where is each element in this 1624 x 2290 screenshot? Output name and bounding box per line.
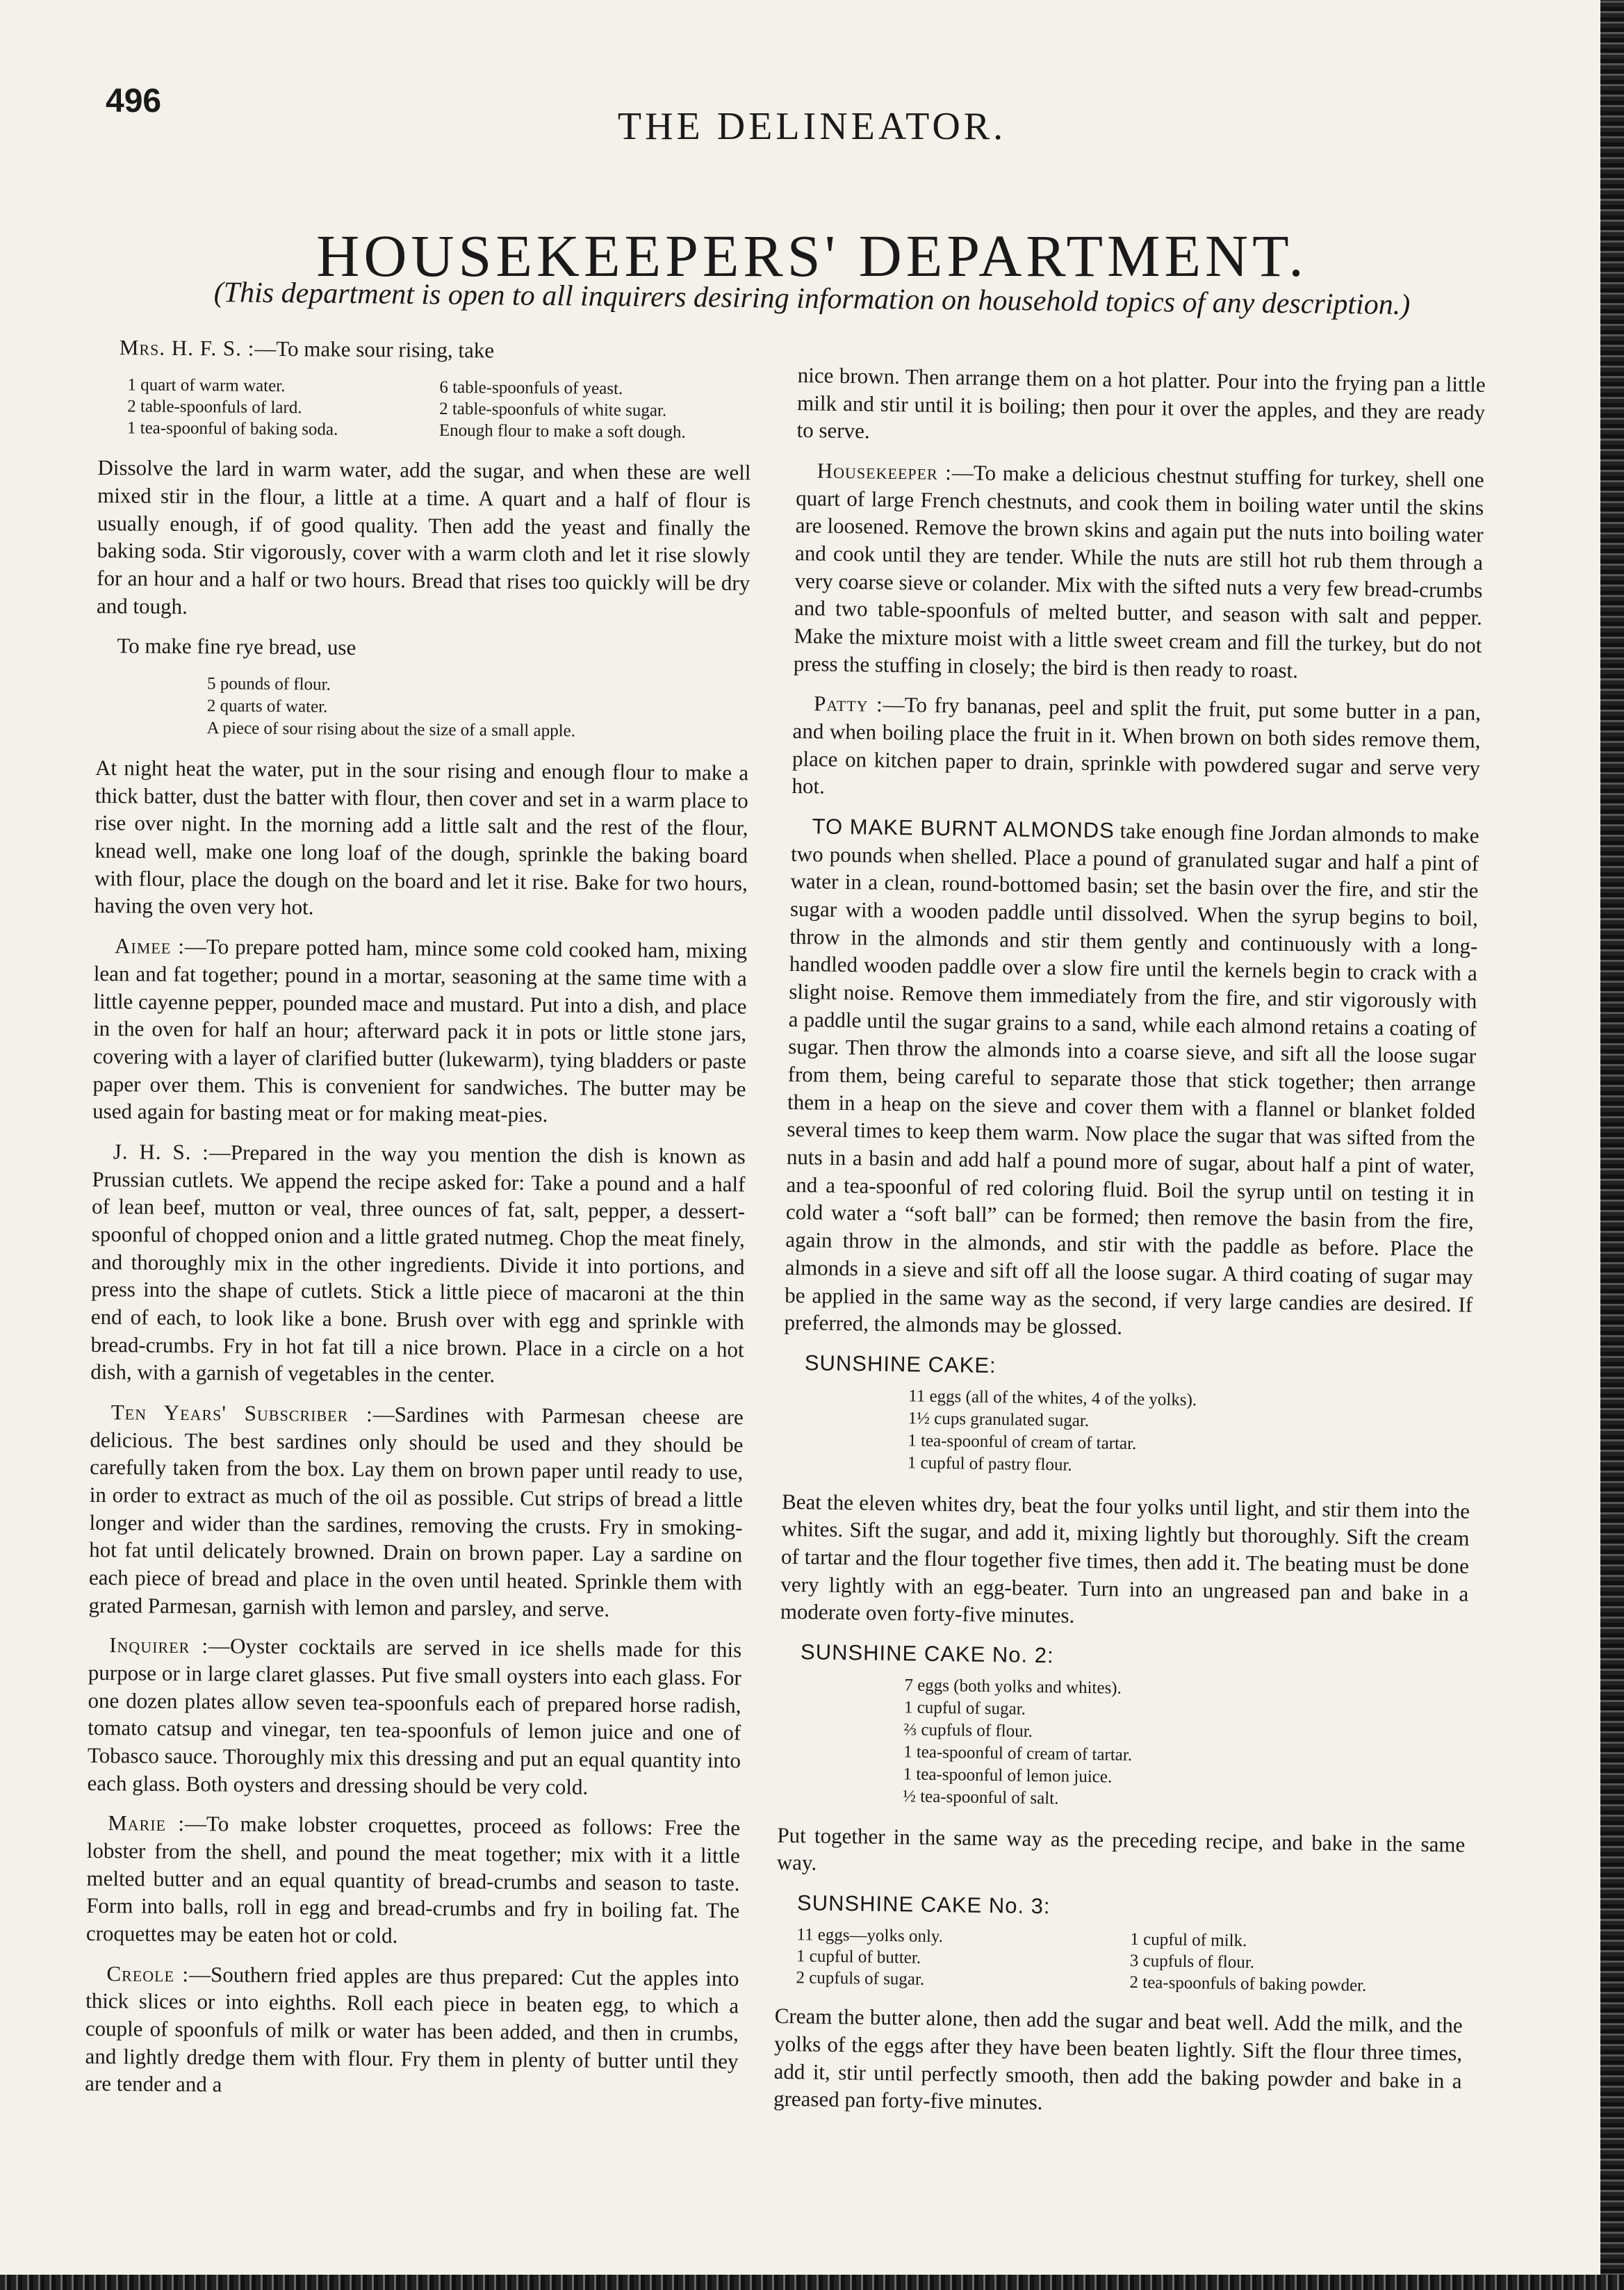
left-column (85, 334, 752, 2115)
rye-intro: To make fine rye bread, use (117, 633, 356, 660)
ingredient: 2 quarts of water. (206, 696, 328, 717)
page-number: 496 (106, 83, 162, 120)
ingredient: Enough flour to make a soft dough. (438, 421, 686, 442)
sunshine-cake-body: Beat the eleven whites dry, beat the four yolks until light, and stir them into the whites. Sift the sugar, and add it, mixing lightly but thoroughly. Sift the cream of tartar and the flour together five times, then add it. The beating must be done very lightly with an egg-beater. Turn into an ungreased pan and bake in a moderate oven forty-five minutes. (780, 1489, 1470, 1628)
sunshine-cake-heading: SUNSHINE CAKE: (804, 1350, 996, 1377)
creole-continuation: nice brown. Then arrange them on a hot platter. Pour into the frying pan a little milk and stir until it is boiling; then pour it over the apples, and they are ready to serve. (796, 362, 1486, 443)
ingredient: 1 tea-spoonful of cream of tartar. (908, 1430, 1137, 1453)
patty-lead: Patty : (813, 691, 883, 717)
tys-paragraph: Ten Years' Subscriber :—Sardines with Parmesan cheese are delicious. The best sardines only should be used and they should be carefully taken from the box. Lay them on brown paper until ready to use, in order to extract as much of the oil as possible. Cut strips of bread a little longer and wider than the sardines, removing the crusts. Fry in smoking-hot fat until delicately browned. Drain on brown paper. Lay a sardine on each piece of bread and place in the oven until heated. Sprinkle them with grated Parmesan, garnish with lemon and parsley, and serve. (88, 1400, 744, 1621)
ingredient: ⅔ cupfuls of flour. (903, 1719, 1033, 1741)
sunshine-cake-3-body: Cream the butter alone, then add the sugar and beat well. Add the milk, and the yolks of the eggs after they have been beaten lightly. Sift the flour three times, add it, stir until perfectly smooth, then add the baking powder and bake in a greased pan forty-five minutes. (773, 2004, 1463, 2115)
ingredient: 1 tea-spoonful of cream of tartar. (903, 1742, 1133, 1765)
sunshine-cake-2-heading: SUNSHINE CAKE No. 2: (800, 1639, 1054, 1668)
housekeeper-lead: Housekeeper : (817, 458, 953, 485)
right-column (773, 361, 1486, 2135)
mhfs-body: Dissolve the lard in warm water, add the sugar, and when these are well mixed stir in the flour, a little at a time. A quart and a half of flour is usually enough, if of good quality. Then add the yeast and finally the baking soda. Stir vigorously, cover with a warm cloth and let it rise slowly for an hour and a half or two hours. Bread that rises too quickly will be dry and tough. (96, 455, 751, 619)
inquirer-paragraph: Inquirer :—Oyster cocktails are served in ice shells made for this purpose or in large claret glasses. Put five small oysters into each glass. For one dozen plates allow seven tea-spoonfuls each of prepared horse radish, tomato catsup and vinegar, ten tea-spoonfuls of lemon juice and one of Tobasco sauce. Thoroughly mix this dressing and put an equal quantity into each glass. Both oysters and dressing should be very cold. (87, 1633, 742, 1799)
aimee-lead: Aimee : (114, 933, 186, 959)
running-head: THE DELINEATOR. (617, 105, 1007, 148)
almonds-paragraph: TO MAKE BURNT ALMONDS take enough fine Jordan almonds to make two pounds when shelled. Place a pound of granulated sugar and half a pint of water in a clean, round-bottomed basin; set the basin over the fire, and stir the sugar with a wooden paddle until dissolved. When the syrup begins to boil, throw in the almonds and stir them gently and continuously with a long-handled wooden paddle over a slow fire until the kernels begin to crack with a slight noise. Remove them immediately from the fire, and stir vigorously with a paddle until the sugar grains to a sand, while each almond retains a coating of sugar. Then throw the almonds into a coarse sieve, and sift all the loose sugar from them, being careful to separate those that stick together; then arrange them in a heap on the sieve and cover them with a flannel or blanket folded several times to keep them warm. Now place the sugar that was sifted from the nuts in a basin and add half a pound more of sugar, about half a pint of water, and a tea-spoonful of red coloring fluid. Boil the syrup until on testing it in cold water a “soft ball” can be formed; then remove the basin from the fire, again throw in the almonds, and stir with the paddle as before. Place the almonds in a sieve and sift off all the loose sugar. A third coating of sugar may be applied in the same way as the second, if very large candies are desired. If preferred, the almonds may be glossed. (784, 814, 1479, 1339)
scan-edge-bottom (0, 2275, 1624, 2290)
ingredient: 1 tea-spoonful of lemon juice. (903, 1764, 1113, 1787)
aimee-paragraph: Aimee :—To prepare potted ham, mince some cold cooked ham, mixing lean and fat together; pound in a mortar, seasoning at the same time with a little cayenne pepper, pounded mace and mustard. Put into a dish, and place in the oven for half an hour; afterward pack it in pots or little stone jars, covering with a layer of clarified butter (lukewarm), tying bladders or paste paper over them. This is convenient for sandwiches. The butter may be used again for basting meat or for making meat-pies. (92, 933, 748, 1127)
ingredient: ½ tea-spoonful of salt. (903, 1786, 1059, 1808)
ingredient: 2 table-spoonfuls of lard. (127, 397, 302, 418)
patty-paragraph: Patty :—To fry bananas, peel and split the fruit, put some butter in a pan, and when boiling place the fruit in it. When brown on both sides remove them, place on kitchen paper to drain, sprinkle with powdered sugar and serve very hot. (792, 691, 1482, 799)
ingredient: A piece of sour rising about the size of a small apple. (206, 719, 576, 741)
mhfs-lead: Mrs. H. F. S. : (119, 335, 255, 361)
ingredient: 11 eggs—yolks only. (796, 1924, 944, 1946)
ingredient: 6 table-spoonfuls of yeast. (439, 377, 623, 398)
housekeeper-paragraph: Housekeeper :—To make a delicious chestnut stuffing for turkey, shell one quart of large French chestnuts, and cook them in boiling water until the skins are loosened. Remove the brown skins and again put the nuts into boiling water and cook until they are tender. While the nuts are still hot rub them through a very coarse sieve or colander. Mix with the sifted nuts a very few bread-crumbs and two table-spoonfuls of melted butter, and season with salt and pepper. Make the mixture moist with a little sweet cream and fill the turkey, but do not press the stuffing in closely; the bird is then ready to roast. (793, 458, 1484, 682)
sunshine-cake-2-ingredients (903, 1674, 1468, 1815)
sunshine-cake-3-heading: SUNSHINE CAKE No. 3: (796, 1890, 1051, 1919)
rye-ingredients (206, 673, 749, 744)
scan-edge-right (1600, 0, 1624, 2290)
ingredient: 2 table-spoonfuls of white sugar. (439, 399, 667, 420)
jhs-lead: J. H. S. : (113, 1139, 210, 1165)
ingredient: 11 eggs (all of the whites, 4 of the yolks). (908, 1386, 1197, 1409)
ingredient: 2 cupfuls of sugar. (796, 1968, 925, 1989)
creole-paragraph: Creole :—Southern fried apples are thus prepared: Cut the apples into thick slices or into eighths. Roll each piece in beaten egg, to which a couple of spoonfuls of milk or water has been added, and then in crumbs, and lightly dredge them with flour. Fry them in plenty of butter until they are tender and a (85, 1961, 739, 2097)
mhfs-paragraph: Mrs. H. F. S. :—To make sour rising, take (119, 335, 495, 363)
department-title: HOUSEKEEPERS' DEPARTMENT. (316, 222, 1308, 289)
rye-body: At night heat the water, put in the sour rising and enough flour to make a thick batter, dust the batter with flour, then cover and set in a warm place to rise over night. In the morning add a little salt and the rest of the flour, knead well, make one long loaf of the dough, sprinkle the baking board with flour, place the dough on the board and let it rise. Bake for two hours, having the oven very hot. (94, 755, 749, 919)
ingredient: 1 cupful of pastry flour. (907, 1453, 1072, 1475)
ingredient: 2 tea-spoonfuls of baking powder. (1129, 1972, 1367, 1995)
almonds-heading: TO MAKE BURNT ALMONDS (812, 814, 1115, 843)
ingredient: 1½ cups granulated sugar. (908, 1408, 1090, 1430)
tys-lead: Ten Years' Subscriber : (110, 1400, 373, 1427)
sunshine-cake-3-ingredients (796, 1924, 1463, 1998)
ingredient: 1 quart of warm water. (127, 375, 286, 395)
jhs-paragraph: J. H. S. :—Prepared in the way you mention the dish is known as Prussian cutlets. We append the recipe asked for: Take a pound and a half of lean beef, mutton or veal, three ounces of fat, salt, pepper, a dessert-spoonful of chopped onion and a little grated nutmeg. Chop the meat finely, and thoroughly mix in the other ingredients. Divide it into portions, and press into the shape of cutlets. Stick a little piece of macaroni at the thin end of each, to look like a bone. Brush over with egg and sprinkle with bread-crumbs. Fry in hot fat till a nice brown. Place in a circle on a hot dish, with a garnish of vegetables in the center. (90, 1139, 746, 1387)
ingredient: 3 cupfuls of flour. (1129, 1951, 1255, 1972)
inquirer-lead: Inquirer : (109, 1633, 209, 1658)
sunshine-cake-2-body: Put together in the same way as the preceding recipe, and bake in the same way. (776, 1822, 1466, 1875)
ingredient: 5 pounds of flour. (206, 674, 331, 694)
creole-lead: Creole : (106, 1961, 190, 1986)
ingredient: 1 cupful of milk. (1130, 1929, 1247, 1950)
ingredient: 1 cupful of butter. (796, 1947, 921, 1968)
marie-paragraph: Marie :—To make lobster croquettes, proceed as follows: Free the lobster from the shell, and pound the meat together; mix with it a little melted butter and an equal quantity of bread-crumbs and season to taste. Form into balls, roll in egg and bread-crumbs and fry in boiling fat. The croquettes may be eaten hot or cold. (85, 1810, 741, 1948)
ingredient: 7 eggs (both yolks and whites). (904, 1675, 1122, 1698)
sunshine-cake-ingredients (908, 1385, 1472, 1482)
ingredient: 1 cupful of sugar. (903, 1697, 1026, 1719)
sour-rising-ingredients (127, 374, 752, 444)
marie-lead: Marie : (108, 1810, 186, 1836)
ingredient: 1 tea-spoonful of baking soda. (126, 418, 338, 439)
department-note: (This department is open to all inquirers desiring information on household topics of any description.) (213, 276, 1411, 322)
